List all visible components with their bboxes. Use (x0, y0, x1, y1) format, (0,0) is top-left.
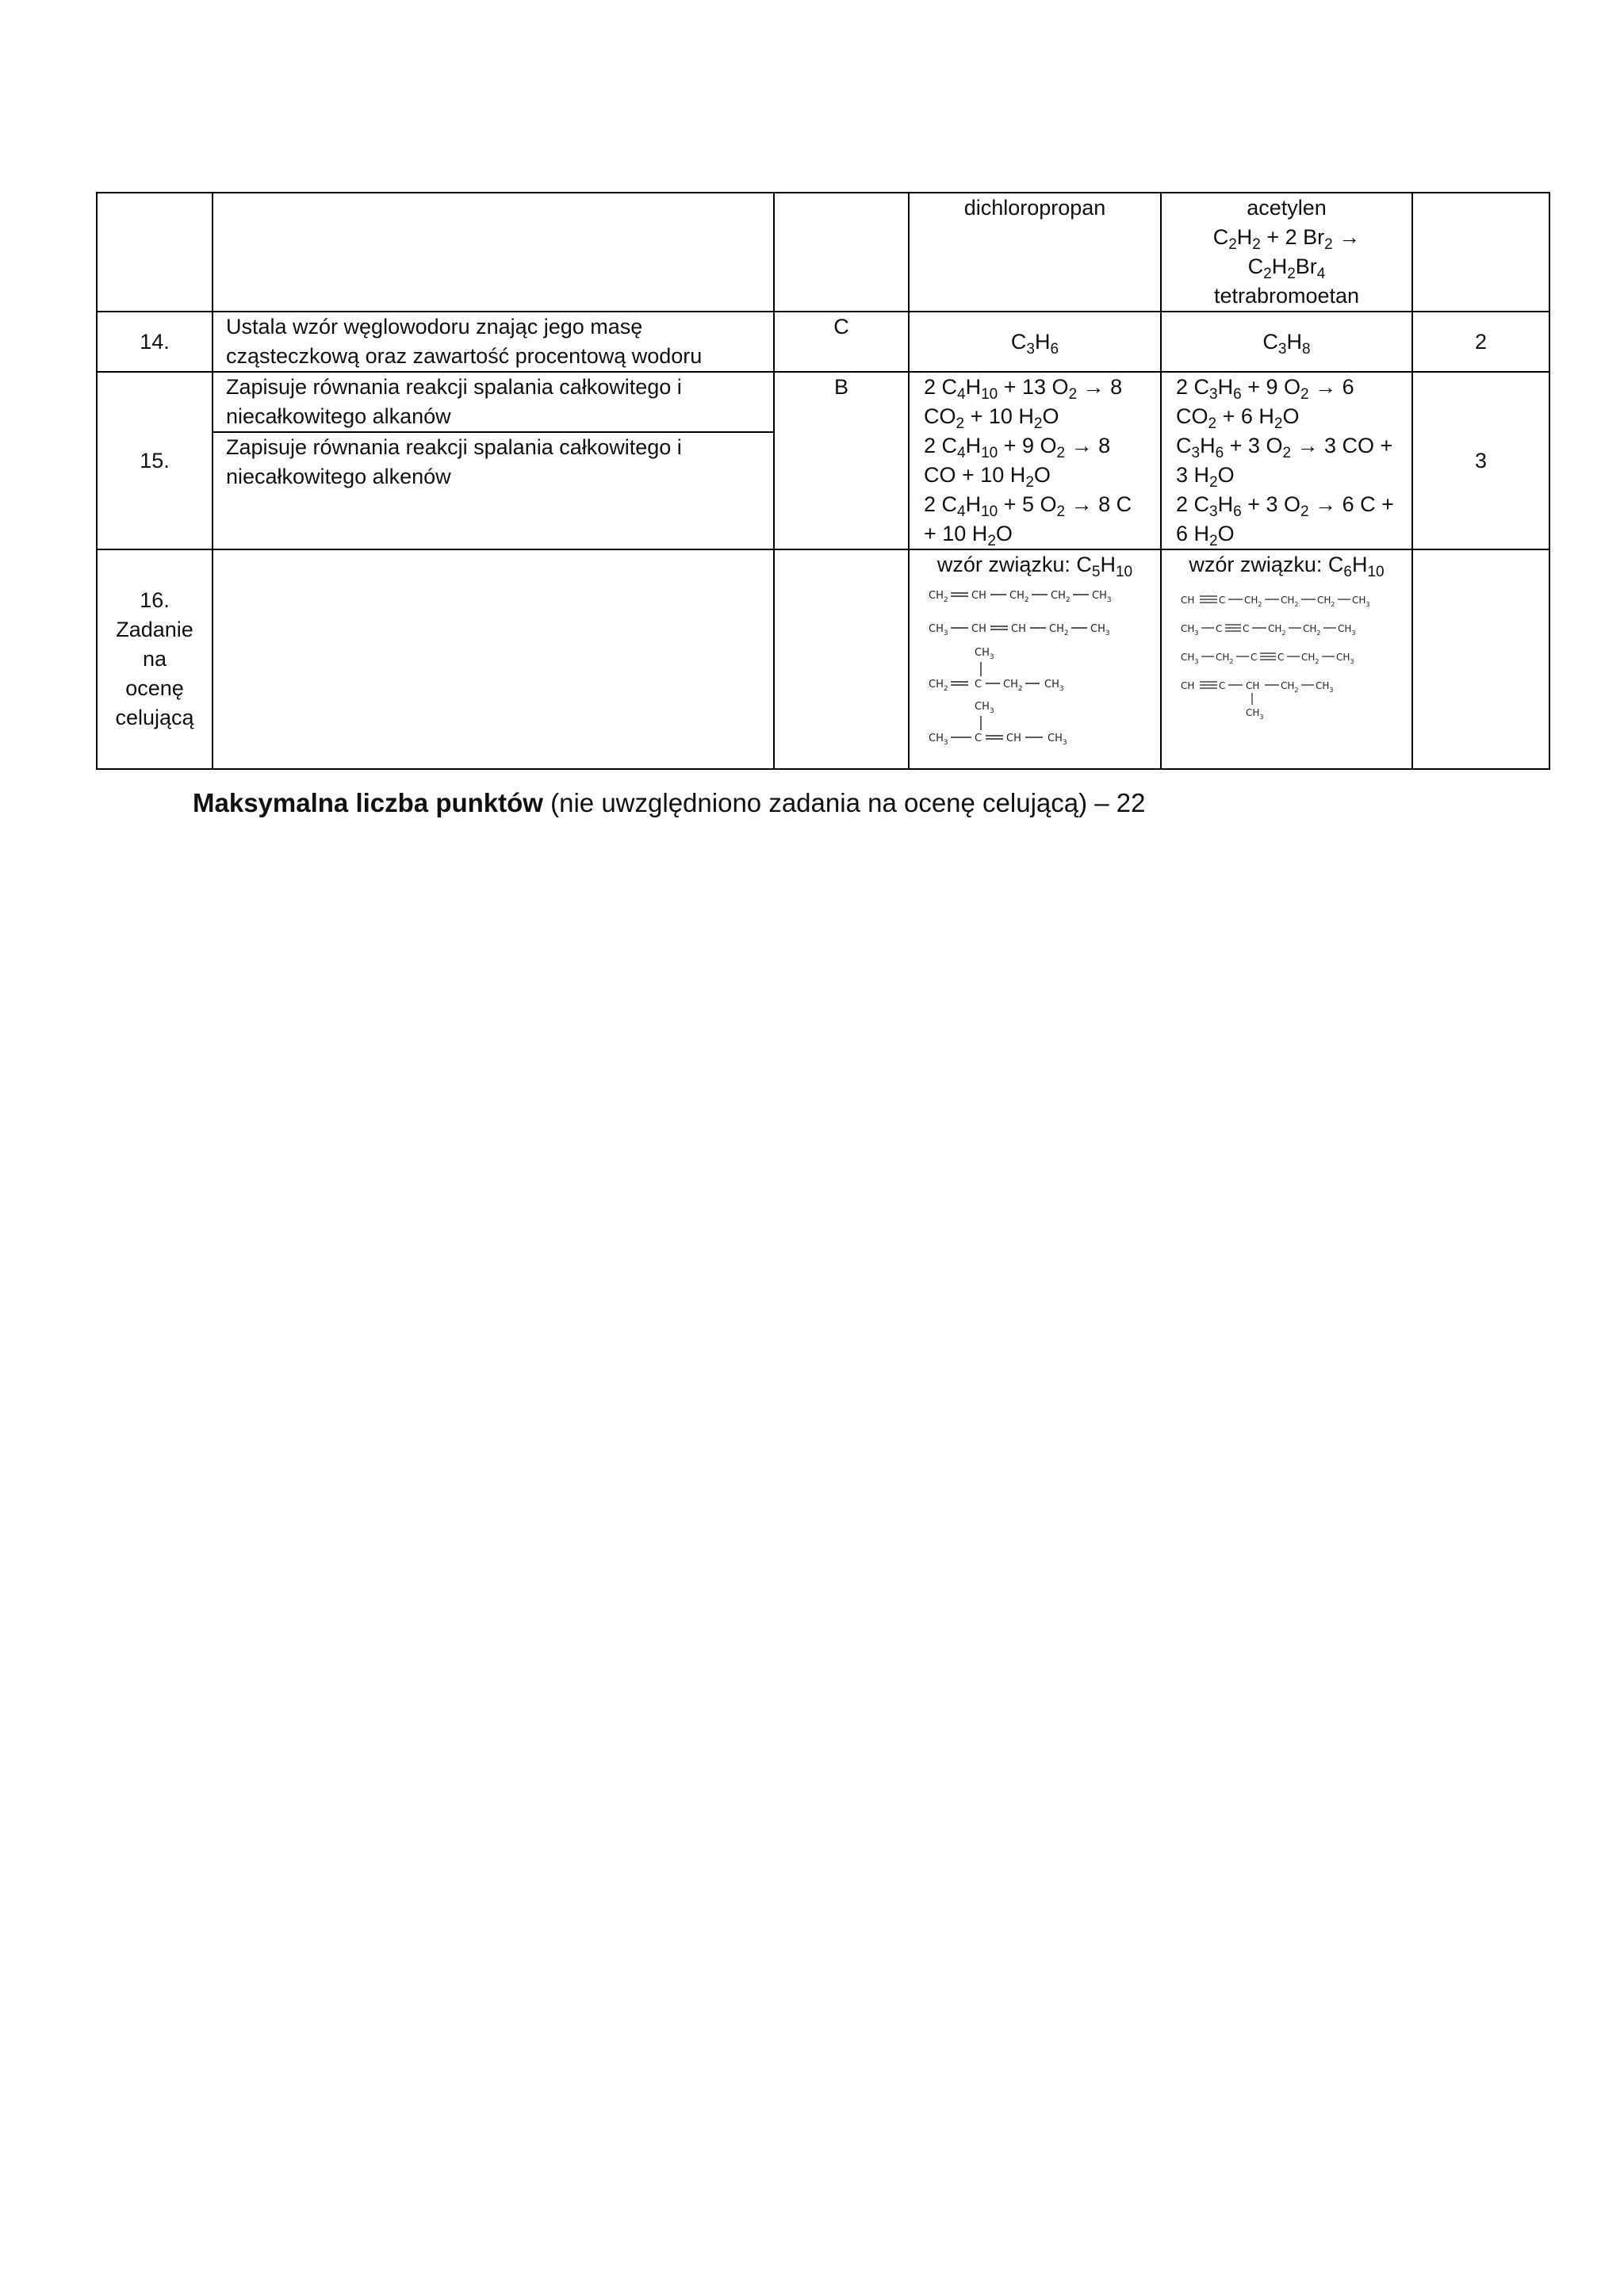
cell-number: 15. (97, 372, 213, 549)
equation-2: 2 $C_4H_{10} + 9$ $O_2 \to 8$ (924, 434, 1111, 461)
grading-table (96, 192, 1550, 770)
svg-text:CH2: $CH_2$ (1049, 623, 1069, 637)
svg-text:CH3: $CH_3$ (1352, 595, 1370, 608)
svg-text:CH: CH (1181, 680, 1195, 691)
svg-text:CH3: $CH_3$ (1181, 623, 1199, 637)
svg-text:C: C (1243, 623, 1250, 634)
svg-text:CH2: $CH_2$ (1303, 623, 1321, 637)
svg-text:CH: CH (1181, 595, 1195, 606)
svg-text:CH3: $CH_3$ (975, 647, 994, 661)
svg-text:CH2: $CH_2$ (1216, 652, 1234, 665)
equation-1: 2 $C_4H_{10} + 13$ $O_2 \to 8$ (924, 375, 1123, 403)
summary-label: Maksymalna liczba punktów (193, 788, 543, 817)
svg-text:C: C (1277, 652, 1285, 663)
svg-text:CH2: $CH_2$ (929, 590, 948, 604)
svg-text:C: C (1251, 652, 1258, 663)
svg-text:CH2: $CH_2$ (1244, 595, 1262, 608)
cell-number (97, 193, 213, 312)
svg-text:CH3: $CH_3$ (929, 733, 948, 747)
svg-text:CH: CH (971, 590, 986, 602)
cell-answer-b (1161, 193, 1412, 312)
svg-text:CH3: $CH_3$ (975, 701, 994, 715)
table-row-continuation (97, 193, 1549, 312)
compound-name: dichloropropan (963, 196, 1106, 220)
equation-2: $C_3H_6 + 3$ $O_2 \to 3$ CO + (1176, 434, 1393, 461)
cell-level (774, 193, 909, 312)
equation-3: 2 $C_4H_{10} + 5$ $O_2 \to 8$ C (924, 492, 1132, 520)
cell-answer-a: 2 $C_4H_{10} + 13$ $O_2 \to 8$ $CO_2 + 10$ $H_2O$ 2 $C_4H_{10} + 9$ $O_2 \to 8$ CO + 10 $H_2O$ 2 $C_4H_{10} + 5$ $O_2 \to 8$ C + 10 $H_2O$ (909, 372, 1161, 549)
svg-text:C: C (1216, 623, 1223, 634)
cell-answer-b (1161, 549, 1412, 769)
svg-text:CH3: $CH_3$ (1336, 652, 1354, 665)
cell-level: B (774, 372, 909, 549)
svg-text:CH3: $CH_3$ (929, 623, 948, 637)
cell-answer-a: $C_3H_6$ (909, 312, 1161, 372)
cell-task (213, 193, 774, 312)
svg-text:CH3: $CH_3$ (1044, 679, 1064, 693)
subtask-alkenes: Zapisuje równania reakcji spalania całkowitego i niecałkowitego alkenów (213, 432, 773, 492)
subtask-alkanes: Zapisuje równania reakcji spalania całkowitego i niecałkowitego alkanów (226, 375, 682, 428)
cell-points: 3 (1412, 372, 1549, 549)
cell-number: 16. Zadanie na ocenę celującą (97, 549, 213, 769)
cell-task: Ustala wzór węglowodoru znając jego masę cząsteczkową oraz zawartość procentową wodoru (213, 312, 774, 372)
svg-text:C: C (975, 733, 982, 744)
table-row-16 (97, 549, 1549, 769)
reaction-equation: $C_2H_2 + 2$ $Br_2$ → (1212, 225, 1361, 253)
cell-answer-b: $C_3H_8$ (1161, 312, 1412, 372)
svg-text:CH2: $CH_2$ (1051, 590, 1071, 604)
reaction-product-formula: $C_2H_2Br_4$ (1247, 254, 1326, 282)
cell-points (1412, 549, 1549, 769)
cell-points: 2 (1412, 312, 1549, 372)
compound-label: wzór związku: $C_5H_{10}$ (936, 553, 1133, 580)
summary-text: (nie uwzględniono zadania na ocenę celującą) – 22 (542, 788, 1146, 817)
svg-text:CH: CH (1011, 623, 1026, 635)
svg-text:CH: CH (1006, 733, 1021, 744)
svg-text:C: C (1219, 680, 1226, 691)
compound-name: acetylen (1247, 196, 1327, 220)
svg-text:CH2: $CH_2$ (1317, 595, 1335, 608)
svg-text:CH2: $CH_2$ (1003, 679, 1023, 693)
svg-text:CH3: $CH_3$ (1092, 590, 1112, 604)
max-points-summary (193, 787, 1146, 819)
table-row-15 (97, 372, 1549, 549)
subtask-list (213, 373, 773, 492)
svg-text:CH2: $CH_2$ (1009, 590, 1029, 604)
cell-number: 14. (97, 312, 213, 372)
svg-text:CH2: $CH_2$ (1301, 652, 1320, 665)
svg-text:CH2: $CH_2$ (1281, 595, 1299, 608)
table-row-14 (97, 312, 1549, 372)
cell-answer-a (909, 193, 1161, 312)
svg-text:CH2: $CH_2$ (929, 679, 948, 693)
svg-text:CH3: $CH_3$ (1181, 652, 1199, 665)
product-name: tetrabromoetan (1213, 284, 1360, 308)
cell-points (1412, 193, 1549, 312)
svg-text:CH: CH (971, 623, 986, 635)
svg-text:CH: CH (1246, 680, 1260, 691)
svg-text:CH3: $CH_3$ (1048, 733, 1067, 747)
svg-text:CH2: $CH_2$ (1268, 623, 1286, 637)
cell-level: C (774, 312, 909, 372)
svg-text:CH3: $CH_3$ (1338, 623, 1356, 637)
svg-text:CH3: $CH_3$ (1316, 680, 1334, 694)
compound-label: wzór związku: $C_6H_{10}$ (1189, 553, 1385, 580)
structural-formulas-c6h10 (1162, 580, 1400, 738)
equation-1: 2 $C_3H_6 + 9$ $O_2 \to 6$ (1176, 375, 1354, 403)
cell-task (213, 372, 774, 549)
cell-task (213, 549, 774, 769)
cell-answer-a (909, 549, 1161, 769)
cell-level (774, 549, 909, 769)
svg-text:C: C (1219, 595, 1226, 606)
svg-text:C: C (975, 679, 982, 691)
equation-3: 2 $C_3H_6 + 3$ $O_2 \to 6$ C + (1176, 492, 1394, 520)
cell-answer-b: 2 $C_3H_6 + 9$ $O_2 \to 6$ $CO_2 + 6$ $H_2O$ $C_3H_6 + 3$ $O_2 \to 3$ CO + 3 $H_2O$ 2 $C_3H_6 + 3$ $O_2 \to 6$ C + 6 $H_2O$ (1161, 372, 1412, 549)
svg-text:CH2: $CH_2$ (1281, 680, 1299, 694)
svg-text:CH3: $CH_3$ (1246, 707, 1264, 721)
structural-formulas-c5h10 (910, 580, 1147, 758)
svg-text:CH3: $CH_3$ (1090, 623, 1110, 637)
